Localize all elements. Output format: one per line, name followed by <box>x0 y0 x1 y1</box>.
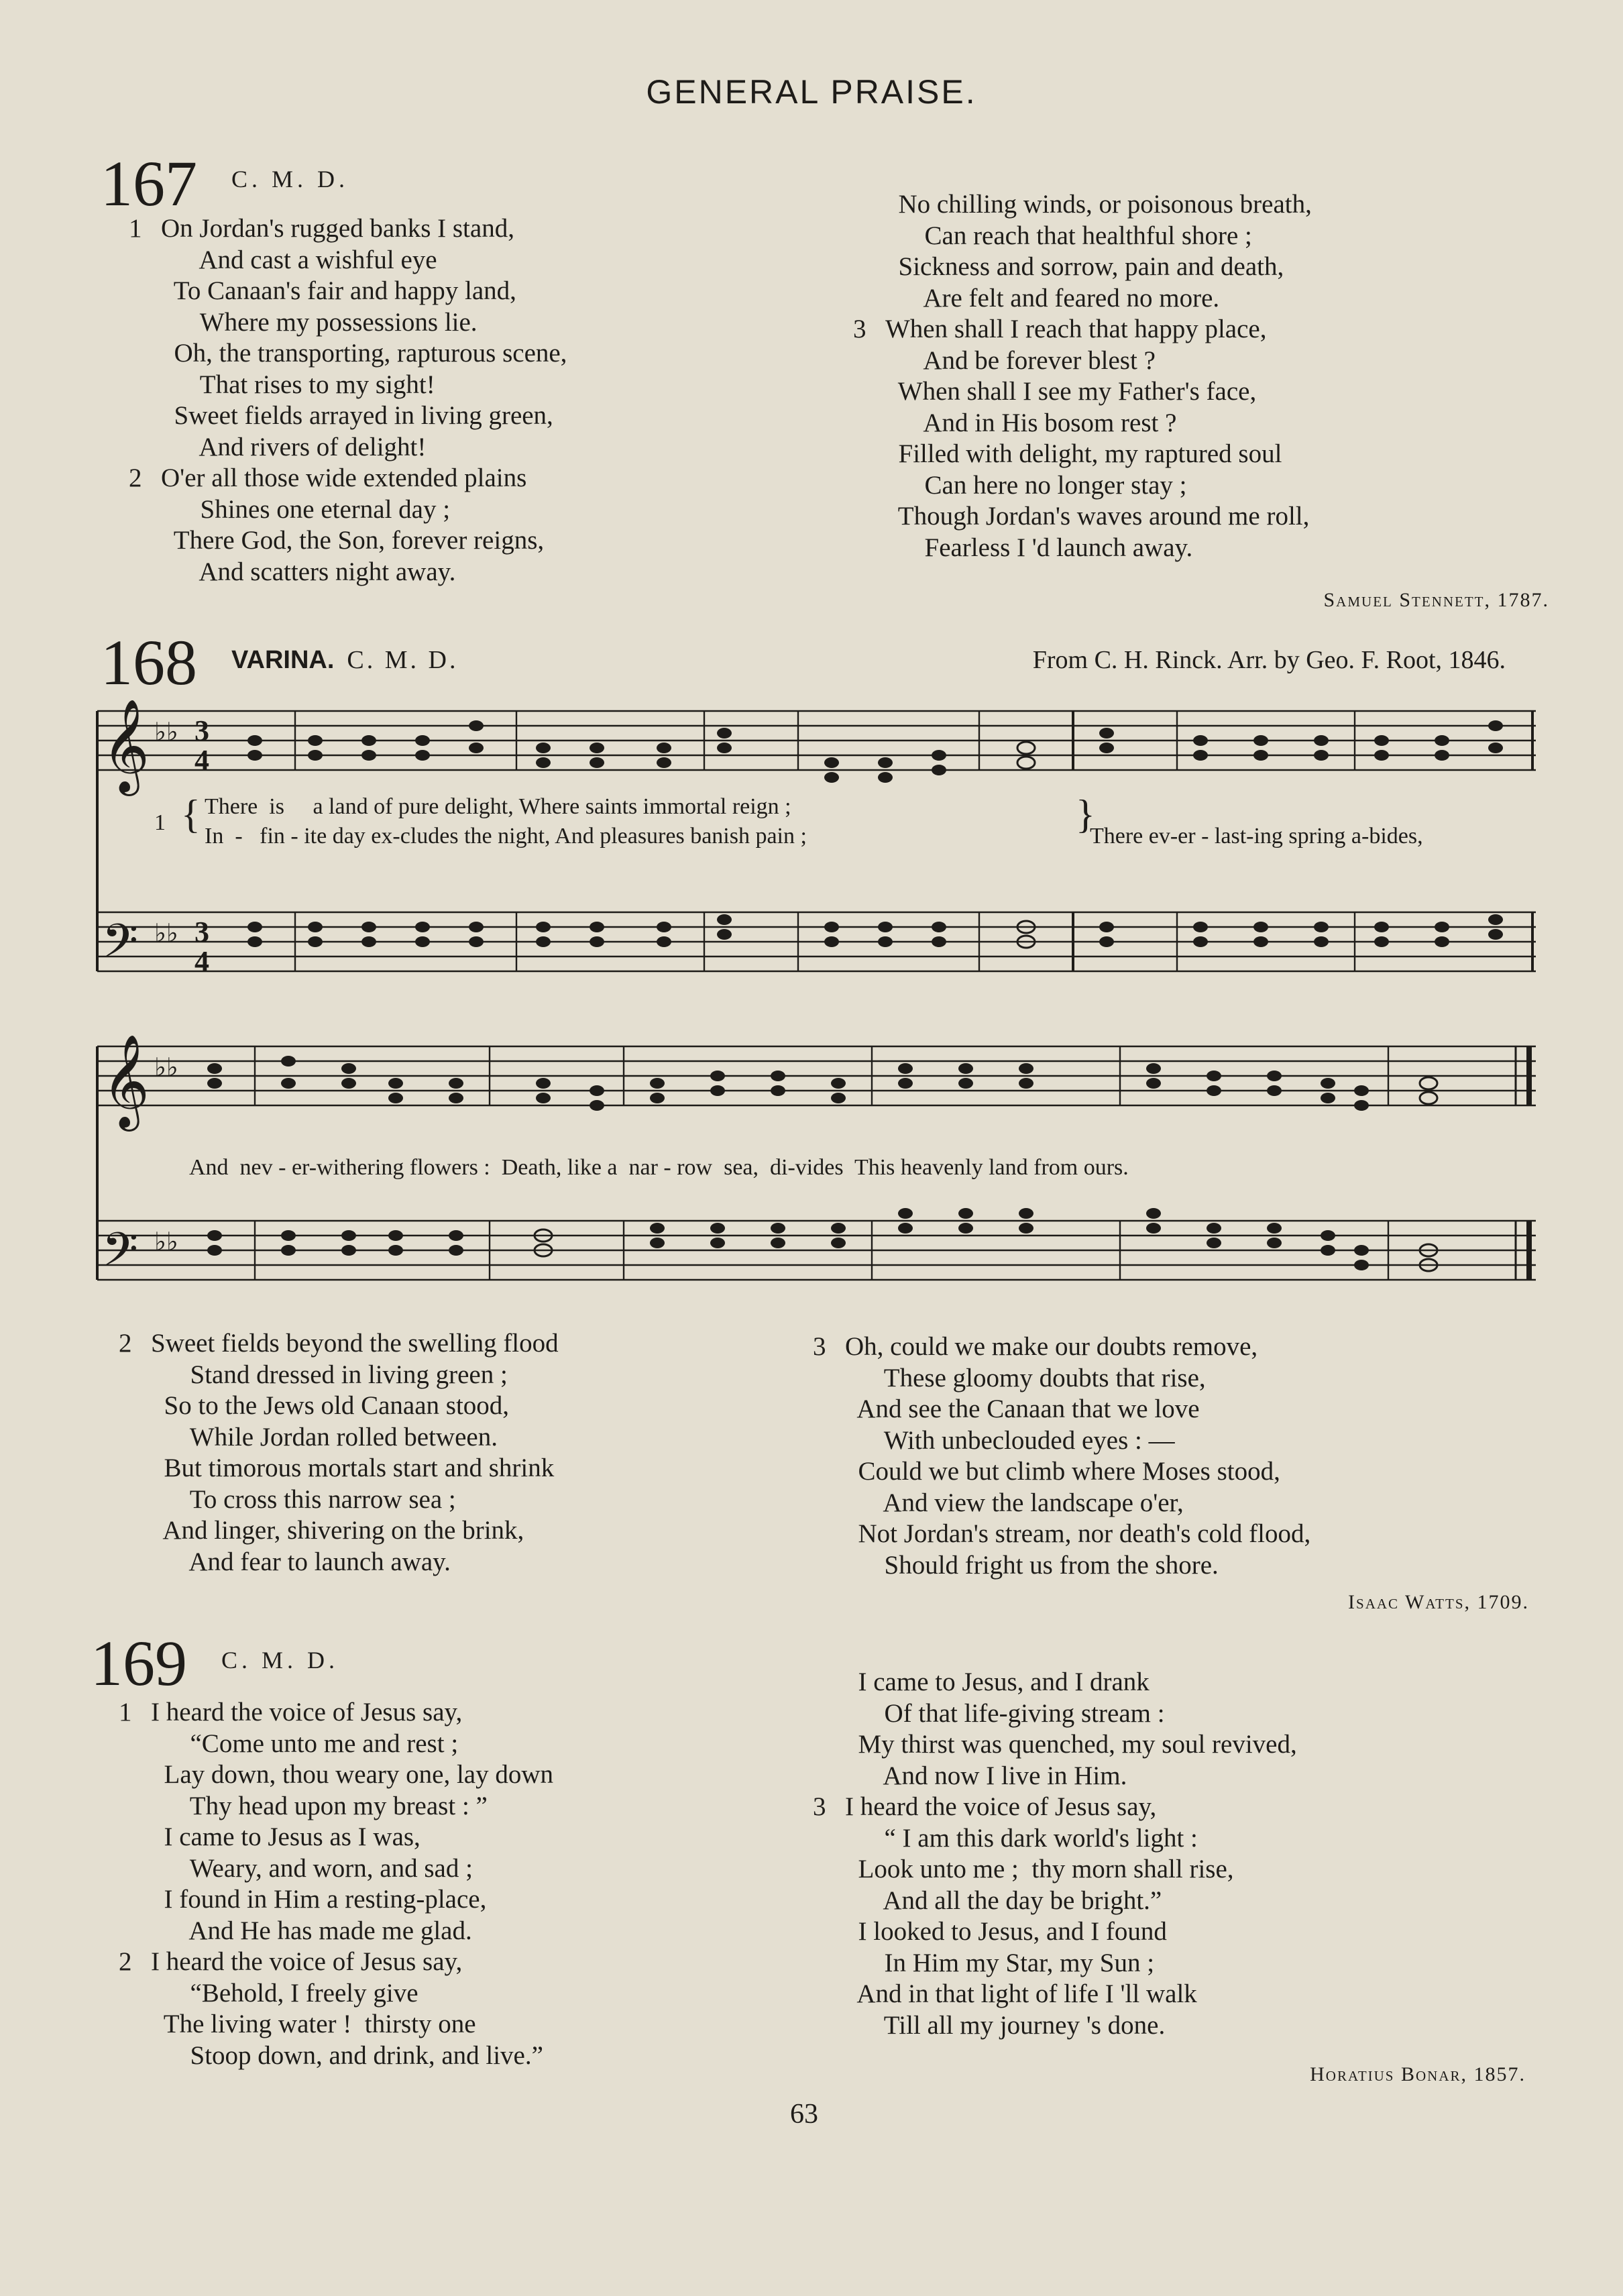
verse-line <box>151 1916 553 1947</box>
verse-line <box>151 1822 553 1853</box>
verse-line <box>161 494 567 526</box>
verse-line <box>161 400 567 432</box>
hymn-168-lyric-line-2: And nev - er-withering flowers : Death, like a nar - row sea, di-vides This heavenly land from ours. <box>189 1155 1129 1180</box>
verse-text: In Him my Star, my Sun ; <box>845 1948 1155 1977</box>
hymn-167-meter: C. M. D. <box>231 166 349 193</box>
verse-text: So to the Jews old Canaan stood, <box>151 1391 510 1420</box>
svg-text:4: 4 <box>194 945 209 978</box>
verse-text: And view the landscape o'er, <box>845 1488 1184 1517</box>
verse-line <box>845 2010 1297 2042</box>
verse-text: Can reach that healthful shore ; <box>885 221 1252 250</box>
verse-text: And now I live in Him. <box>845 1761 1127 1790</box>
svg-text:3: 3 <box>194 714 209 747</box>
verse-line <box>151 1453 559 1484</box>
svg-text:3: 3 <box>194 916 209 948</box>
verse-text: Fearless I 'd launch away. <box>885 533 1193 562</box>
verse-text: Stand dressed in living green ; <box>151 1360 508 1389</box>
verse-line <box>151 1360 559 1391</box>
verse-line <box>885 376 1312 408</box>
verse-line <box>129 463 567 494</box>
hymn-number-168: 168 <box>101 626 197 698</box>
verse-line <box>885 283 1312 315</box>
verse-line <box>151 1791 553 1822</box>
verse-line <box>161 245 567 276</box>
verse-text: “Come unto me and rest ; <box>151 1729 459 1758</box>
verse-line <box>845 1948 1297 1979</box>
verse-text: And fear to launch away. <box>151 1547 451 1576</box>
svg-text:♭♭: ♭♭ <box>154 1227 178 1256</box>
verse-text: And cast a wishful eye <box>161 245 437 274</box>
verse-line <box>161 432 567 463</box>
verse-line <box>845 1823 1297 1855</box>
verse-line <box>161 525 567 557</box>
verse-text: Lay down, thou weary one, lay down <box>151 1760 554 1789</box>
verse-text: The living water ! thirsty one <box>151 2010 476 2038</box>
svg-text:♭♭: ♭♭ <box>154 918 178 948</box>
verse-line <box>119 1328 559 1360</box>
verse-text: While Jordan rolled between. <box>151 1422 498 1452</box>
verse-text: I heard the voice of Jesus say, <box>845 1792 1157 1821</box>
verse-text: Shines one eternal day ; <box>161 494 451 524</box>
hymn-168-author: Isaac Watts, 1709. <box>1348 1591 1529 1613</box>
hymn-168-source: From C. H. Rinck. Arr. by Geo. F. Root, 1846. <box>1032 646 1506 674</box>
verse-line <box>151 1422 559 1454</box>
verse-line <box>161 276 567 307</box>
verse-line <box>845 1761 1297 1792</box>
stanza-number: 3 <box>813 1332 826 1361</box>
verse-line <box>845 1729 1297 1761</box>
hymn-169-column-1 <box>119 1697 554 2071</box>
hymn-169-column-2 <box>813 1667 1297 2041</box>
verse-line <box>845 1456 1310 1488</box>
verse-text: But timorous mortals start and shrink <box>151 1454 555 1482</box>
verse-line <box>845 1363 1310 1395</box>
music-system-2 <box>87 1033 1623 1328</box>
verse-line <box>151 1484 559 1516</box>
hymn-168-column-1 <box>119 1328 559 1578</box>
hymn-168-meter: C. M. D. <box>347 646 459 674</box>
verse-line <box>151 1759 553 1791</box>
page-heading: GENERAL PRAISE. <box>646 73 977 111</box>
verse-line <box>151 1729 553 1760</box>
verse-line <box>845 1519 1310 1550</box>
verse-line <box>151 2040 553 2072</box>
verse-line <box>129 213 567 245</box>
verse-line <box>151 1853 553 1885</box>
stanza-number: 3 <box>813 1792 826 1821</box>
verse-line <box>853 314 1312 345</box>
svg-text:♭♭: ♭♭ <box>154 717 178 747</box>
verse-text: That rises to my sight! <box>161 370 435 399</box>
verse-text: Are felt and feared no more. <box>885 283 1220 313</box>
verse-text: My thirst was quenched, my soul revived, <box>845 1730 1297 1759</box>
verse-text: I looked to Jesus, and I found <box>845 1917 1167 1946</box>
verse-line <box>151 1884 553 1916</box>
verse-line <box>813 1792 1297 1823</box>
verse-text: To Canaan's fair and happy land, <box>161 276 516 305</box>
verse-text: Can here no longer stay ; <box>885 470 1187 500</box>
verse-line <box>845 1885 1297 1917</box>
verse-line <box>151 2009 553 2040</box>
verse-line <box>119 1947 553 1978</box>
svg-text:4: 4 <box>194 744 209 777</box>
hymn-number-169: 169 <box>91 1627 187 1699</box>
verse-line <box>119 1697 553 1729</box>
verse-text: When shall I reach that happy place, <box>885 315 1267 343</box>
verse-text: And see the Canaan that we love <box>845 1395 1200 1423</box>
verse-text: Till all my journey 's done. <box>845 2010 1166 2040</box>
verse-line <box>885 189 1312 221</box>
verse-text: And in His bosom rest ? <box>885 408 1177 437</box>
verse-text: And rivers of delight! <box>161 432 427 461</box>
verse-line <box>845 1667 1297 1698</box>
verse-text: And linger, shivering on the brink, <box>151 1516 524 1545</box>
verse-line <box>161 370 567 401</box>
svg-text:𝄢: 𝄢 <box>102 1222 139 1288</box>
verse-line <box>885 501 1312 533</box>
hymn-167-author: Samuel Stennett, 1787. <box>1323 589 1549 611</box>
stanza-number: 3 <box>853 315 866 343</box>
svg-text:𝄞: 𝄞 <box>102 699 150 792</box>
verse-line <box>845 1854 1297 1885</box>
verse-line <box>161 557 567 588</box>
verse-text: “ I am this dark world's light : <box>845 1823 1198 1853</box>
verse-text: O'er all those wide extended plains <box>161 463 527 492</box>
verse-line <box>845 1916 1297 1948</box>
hymn-169-meter: C. M. D. <box>221 1647 339 1674</box>
hymn-167-column-1 <box>129 213 567 588</box>
verse-text: To cross this narrow sea ; <box>151 1484 456 1514</box>
verse-line <box>845 1488 1310 1519</box>
verse-text: And in that light of life I 'll walk <box>845 1979 1197 2008</box>
verse-text: Could we but climb where Moses stood, <box>845 1457 1280 1486</box>
stanza-number: 2 <box>129 463 142 492</box>
verse-text: And be forever blest ? <box>885 345 1156 375</box>
svg-text:𝄞: 𝄞 <box>102 1034 150 1128</box>
verse-text: I came to Jesus, and I drank <box>845 1668 1150 1696</box>
verse-text: Where my possessions lie. <box>161 307 478 337</box>
verse-text: Oh, could we make our doubts remove, <box>845 1332 1258 1361</box>
verse-text: Thy head upon my breast : ” <box>151 1791 488 1820</box>
verse-line <box>885 252 1312 283</box>
hymn-169-author: Horatius Bonar, 1857. <box>1310 2063 1526 2085</box>
verse-text: And scatters night away. <box>161 557 456 586</box>
hymn-167-column-2 <box>853 189 1312 563</box>
svg-text:𝄢: 𝄢 <box>102 914 139 979</box>
verse-line <box>885 533 1312 564</box>
hymn-168-lyric-line-1a: There is a land of pure delight, Where saints immortal reign ; <box>205 794 791 819</box>
verse-text: On Jordan's rugged banks I stand, <box>161 214 514 243</box>
verse-text: Weary, and worn, and sad ; <box>151 1853 473 1883</box>
verse-line <box>885 470 1312 502</box>
verse-line <box>151 1978 553 2010</box>
verse-line <box>813 1331 1310 1363</box>
verse-line <box>845 1425 1310 1457</box>
svg-text:♭♭: ♭♭ <box>154 1052 178 1082</box>
verse-text: “Behold, I freely give <box>151 1978 418 2008</box>
verse-text: I came to Jesus as I was, <box>151 1822 421 1851</box>
verse-line <box>151 1547 559 1578</box>
stanza-number: 1 <box>119 1698 132 1727</box>
hymn-168-verse-number: 1 <box>154 810 166 835</box>
verse-line <box>845 1698 1297 1730</box>
verse-line <box>161 307 567 339</box>
verse-line <box>845 1550 1310 1582</box>
verse-text: Filled with delight, my raptured soul <box>885 439 1282 468</box>
verse-text: These gloomy doubts that rise, <box>845 1363 1206 1392</box>
hymn-number-167: 167 <box>101 148 197 219</box>
verse-text: I heard the voice of Jesus say, <box>151 1947 463 1976</box>
verse-text: Not Jordan's stream, nor death's cold flood, <box>845 1519 1311 1548</box>
verse-text: Stoop down, and drink, and live.” <box>151 2040 543 2070</box>
hymn-168-lyric-line-1c: There ev-er - last-ing spring a-bides, <box>1090 824 1423 849</box>
verse-line <box>151 1515 559 1547</box>
tune-name: VARINA. <box>231 646 335 674</box>
verse-text: Sickness and sorrow, pain and death, <box>885 252 1284 281</box>
verse-line <box>151 1390 559 1422</box>
verse-text: And He has made me glad. <box>151 1916 472 1945</box>
verse-line <box>161 338 567 370</box>
verse-text: When shall I see my Father's face, <box>885 377 1257 406</box>
verse-text: No chilling winds, or poisonous breath, <box>885 190 1312 219</box>
verse-text: Of that life-giving stream : <box>845 1698 1165 1728</box>
verse-text: Look unto me ; thy morn shall rise, <box>845 1855 1234 1883</box>
hymn-168-tune <box>231 645 459 675</box>
verse-line <box>885 221 1312 252</box>
verse-line <box>845 1394 1310 1425</box>
verse-text: And all the day be bright.” <box>845 1885 1162 1915</box>
verse-text: I found in Him a resting-place, <box>151 1885 487 1914</box>
lyric-brace-right: } <box>1076 792 1095 836</box>
hymn-168-column-2 <box>813 1331 1311 1581</box>
stanza-number: 2 <box>119 1947 132 1976</box>
verse-text: There God, the Son, forever reigns, <box>161 526 545 555</box>
verse-text: I heard the voice of Jesus say, <box>151 1698 463 1727</box>
verse-text: Oh, the transporting, rapturous scene, <box>161 339 567 368</box>
verse-text: Sweet fields beyond the swelling flood <box>151 1329 559 1358</box>
verse-text: Should fright us from the shore. <box>845 1550 1219 1580</box>
verse-text: Though Jordan's waves around me roll, <box>885 502 1310 531</box>
verse-text: With unbeclouded eyes : — <box>845 1425 1175 1455</box>
lyric-brace-left: { <box>181 792 201 836</box>
verse-line <box>885 439 1312 470</box>
page-number: 63 <box>790 2099 818 2130</box>
stanza-number: 2 <box>119 1329 132 1358</box>
verse-line <box>845 1979 1297 2010</box>
stanza-number: 1 <box>129 214 142 243</box>
verse-text: Sweet fields arrayed in living green, <box>161 401 553 430</box>
verse-line <box>885 345 1312 377</box>
verse-line <box>885 408 1312 439</box>
hymn-168-lyric-line-1b: In - fin - ite day ex-cludes the night, And pleasures banish pain ; <box>205 824 807 849</box>
